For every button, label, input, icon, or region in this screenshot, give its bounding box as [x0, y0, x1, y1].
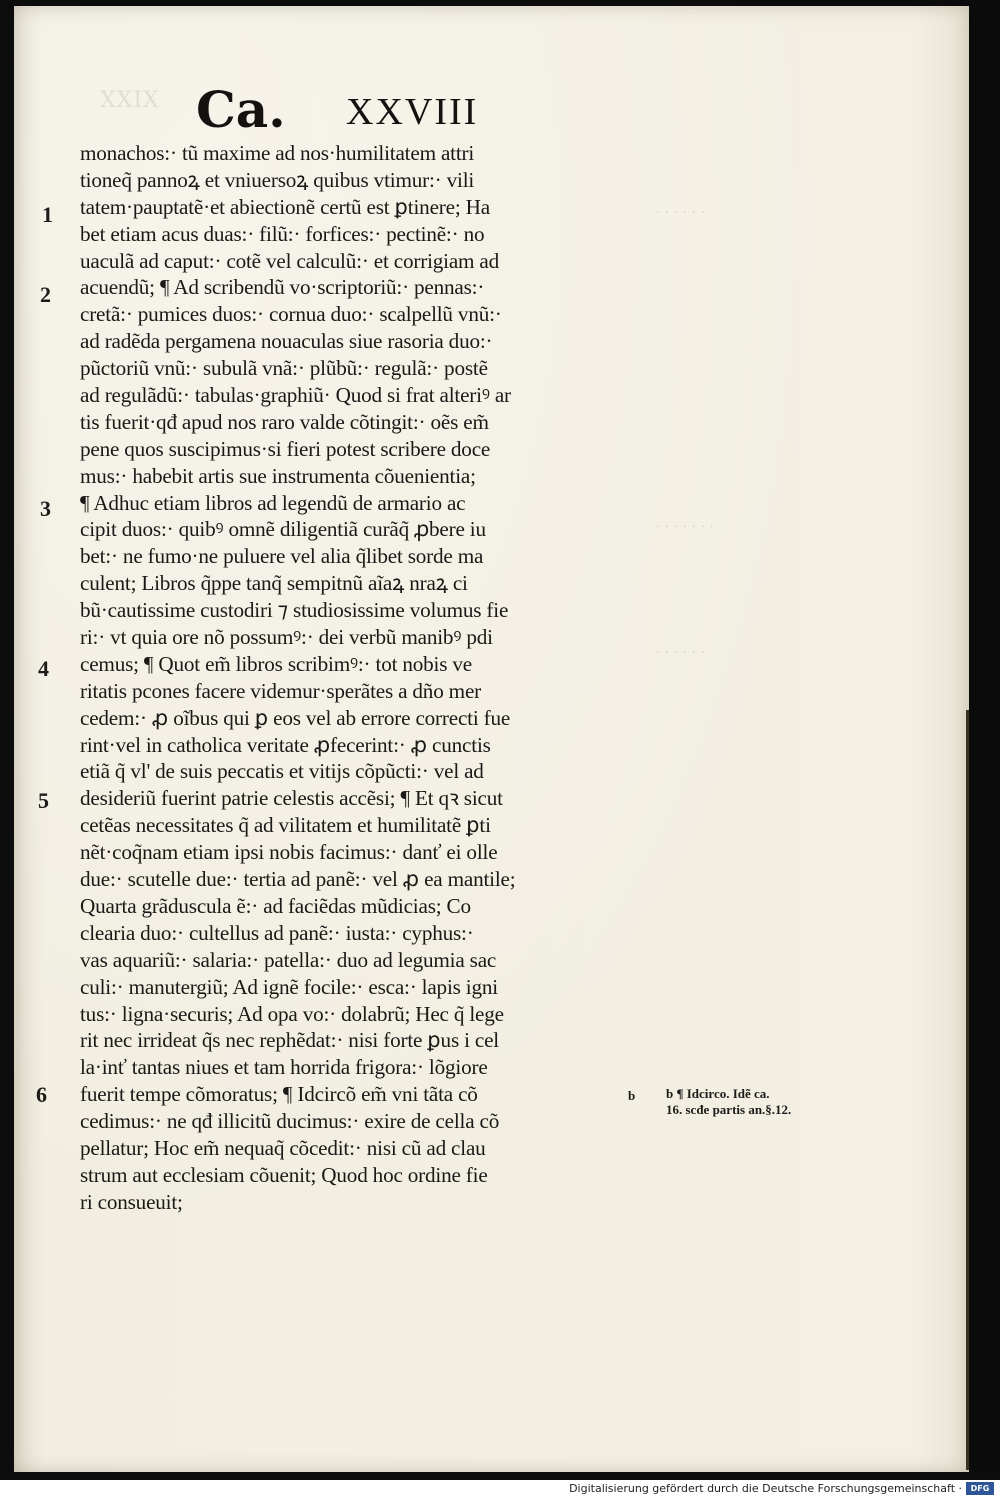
- text-line: pellatur; Hoc em̃ nequaq̃ cõcedit:· nisi cũ ad clau: [80, 1135, 486, 1160]
- bleed-through-note-1: · · · · · ·: [656, 206, 706, 219]
- bleed-through-header: XXIX: [100, 88, 160, 113]
- text-line: nẽt·coq̃nam etiam ipsi nobis facimus:· danť ei olle: [80, 840, 498, 865]
- text-line: bũ·cautissime custodiri ⁊ studiosissime volumus fie: [80, 598, 509, 623]
- text-line: ri consueuit;: [80, 1189, 183, 1214]
- dfg-logo: DFG: [966, 1482, 994, 1495]
- text-line: etiã q̃ vl' de suis peccatis et vitijs cõpũcti:· vel ad: [80, 759, 484, 784]
- scan-border-right: [969, 6, 1000, 1472]
- margin-number: 4: [38, 656, 49, 681]
- margin-number: 1: [42, 202, 53, 227]
- text-line: acuendũ; ¶ Ad scribendũ vo·scriptoriũ:· pennas:·: [80, 275, 485, 300]
- text-line: pene quos suscipimus·si fieri potest scribere doce: [80, 436, 491, 461]
- text-line: cemus; ¶ Quot em̃ libros scribimꝰ:· tot nobis ve: [80, 651, 472, 676]
- text-line: ri:· vt quia ore nõ possumꝰ:· dei verbũ manibꝰ pdi: [80, 625, 493, 650]
- text-line: cedem:· ꝓ oĩbus qui ꝑ eos vel ab errore correcti fue: [80, 705, 511, 730]
- chapter-abbrev: Ca.: [196, 80, 286, 139]
- text-line: Quarta grãduscula ẽ:· ad faciẽdas mũdicias; Co: [80, 893, 471, 918]
- footer-bar: [0, 1480, 1000, 1498]
- text-line: la·inť tantas niues et tam horrida frigora:· lõgiore: [80, 1055, 488, 1080]
- text-line: uaculã ad caput:· cotẽ vel calculũ:· et corrigiam ad: [80, 248, 500, 273]
- text-line: ¶ Adhuc etiam libros ad legendũ de armario ac: [80, 490, 466, 515]
- text-line: culi:· manutergiũ; Ad ignẽ focile:· esca:· lapis igni: [80, 974, 498, 999]
- text-line: cretã:· pumices duos:· cornua duo:· scalpellũ vnũ:·: [80, 302, 502, 327]
- text-line: pũctoriũ vnũ:· subulã vnã:· plũbũ:· regulã:· postẽ: [80, 356, 488, 381]
- side-note-ref: b: [628, 1088, 636, 1103]
- text-line: rint·vel in catholica veritate ꝓfecerint:· ꝓ cunctis: [80, 732, 491, 757]
- text-line: vas aquariũ:· salaria:· patella:· duo ad legumia sac: [80, 947, 497, 972]
- body-text: [80, 140, 640, 1216]
- text-line: bet:· ne fumo·ne puluere vel alia q̃libet sorde ma: [80, 544, 484, 569]
- margin-number: 5: [38, 788, 49, 813]
- text-line: desideriũ fuerint patrie celestis accẽsi; ¶ Et qꝛ sicut: [80, 786, 503, 811]
- text-line: ad regulãdũ:· tabulas·graphiũ· Quod si frat alteriꝰ ar: [80, 383, 511, 408]
- text-line: tis fuerit·qđ apud nos raro valde cõtingit:· oẽs em̃: [80, 409, 489, 434]
- side-note-line: b ¶ Idcirco. Idẽ ca.: [666, 1086, 770, 1101]
- text-line: tioneq̃ pannoꝝ et vniuersoꝝ quibus vtimur:· vili: [80, 167, 475, 192]
- side-note: [666, 1086, 826, 1118]
- text-line: mus:· habebit artis sue instrumenta cõuenientia;: [80, 463, 476, 488]
- footer-credit: Digitalisierung gefördert durch die Deutsche Forschungsgemeinschaft ·: [569, 1482, 962, 1495]
- text-line: rit nec irrideat q̃s nec rephẽdat:· nisi forte ꝑus i cel: [80, 1028, 499, 1053]
- text-line: cetẽas necessitates q̃ ad vilitatem et humilitatẽ ꝑti: [80, 813, 491, 838]
- text-line: clearia duo:· cultellus ad panẽ:· iusta:· cyphus:·: [80, 920, 474, 945]
- text-line: tus:· ligna·securis; Ad opa vo:· dolabrũ; Hec q̃ lege: [80, 1001, 504, 1026]
- margin-number: 2: [40, 282, 51, 307]
- text-line: fuerit tempe cõmoratus; ¶ Idcircõ em̃ vni tãta cõ: [80, 1082, 478, 1107]
- text-line: monachos:· tũ maxime ad nos·humilitatem attri: [80, 141, 475, 165]
- text-line: strum aut ecclesiam cõuenit; Quod hoc ordine fie: [80, 1162, 488, 1187]
- text-line: ad radẽda pergamena nouaculas siue rasoria duo:·: [80, 329, 493, 354]
- text-line: cipit duos:· quibꝰ omnẽ diligentiã curãq̃ ꝓbere iu: [80, 517, 486, 542]
- text-line: cedimus:· ne qđ illicitũ ducimus:· exire de cella cõ: [80, 1109, 500, 1134]
- text-line: bet etiam acus duas:· filũ:· forfices:· pectinẽ:· no: [80, 221, 485, 246]
- bleed-through-note-3: · · · · · ·: [656, 646, 706, 659]
- text-line: culent; Libros q̃ppe tanq̃ sempitnũ aĩaꝝ nraꝝ ci: [80, 571, 468, 596]
- chapter-number: XXVIII: [346, 91, 479, 133]
- margin-number: 3: [40, 496, 51, 521]
- text-line: due:· scutelle due:· tertia ad panẽ:· vel ꝓ ea mantile;: [80, 867, 516, 892]
- margin-number: 6: [36, 1082, 47, 1107]
- side-note-line: 16. scđe partis an.§.12.: [666, 1102, 792, 1117]
- text-line: ritatis pcones facere videmur·sperãtes a dño mer: [80, 678, 482, 703]
- text-line: tatem·pauptatẽ·et abiectionẽ certũ est ꝑtinere; Ha: [80, 194, 490, 219]
- bleed-through-note-2: · · · · · · ·: [656, 520, 715, 533]
